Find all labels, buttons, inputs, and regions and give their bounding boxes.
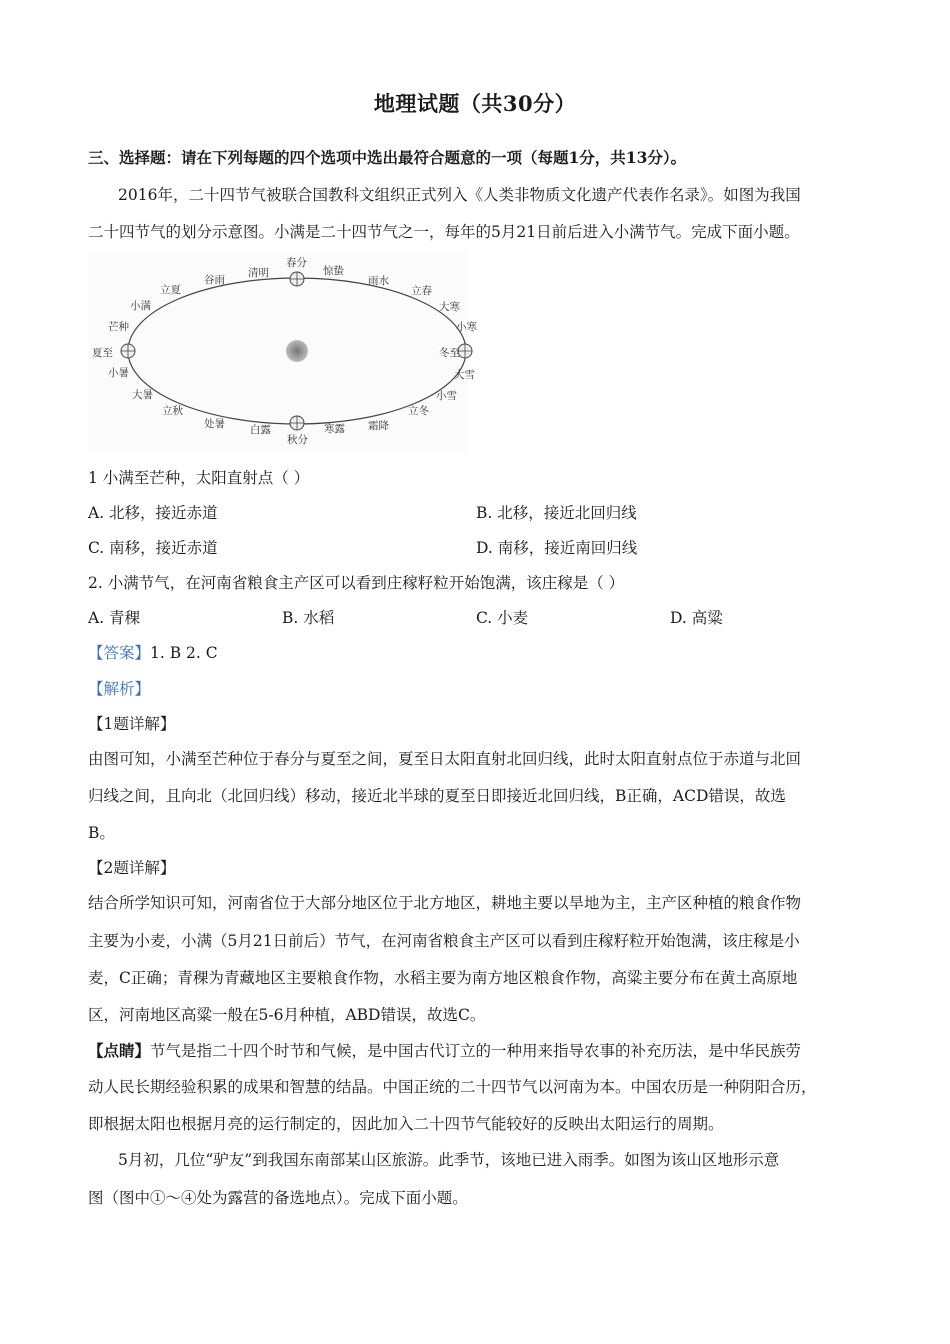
sun-icon [286,340,308,362]
term-label-guyu: 谷雨 [204,274,225,286]
term-label-dahan: 大寒 [439,301,460,313]
comment-line-2: 动人民长期经验积累的成果和智慧的结晶。中国正统的二十四节气以河南为本。中国农历是一种阴阳合历， [88,1078,817,1096]
question-2-stem: 2. 小满节气，在河南省粮食主产区可以看到庄稼籽粒开始饱满，该庄稼是（ ） [88,574,625,592]
diagram-background [88,252,468,452]
question-2-option-d[interactable]: D. 高粱 [670,609,723,627]
earth-icon [121,344,135,358]
term-label-chushu: 处暑 [204,418,225,430]
detail-2-line-1: 结合所学知识可知，河南省位于大部分地区位于北方地区，耕地主要以旱地为主，主产区种植的粮食作物 [88,894,802,912]
intro2-line-1: 5月初，几位“驴友”到我国东南部某山区旅游。此季节，该地已进入雨季。如图为该山区地形示意 [118,1151,780,1169]
term-label-lidong: 立冬 [408,405,429,417]
question-1-option-d[interactable]: D. 南移，接近南回归线 [476,539,638,557]
section-heading: 三、选择题：请在下列每题的四个选项中选出最符合题意的一项（每题1分，共13分）。 [88,148,687,167]
detail-2-line-2: 主要为小麦，小满（5月21日前后）节气，在河南省粮食主产区可以看到庄稼籽粒开始饱满，该庄稼是小 [88,932,800,950]
question-1-stem: 1 小满至芒种，太阳直射点（ ） [88,469,310,487]
term-label-xiaoshu: 小暑 [108,367,129,379]
comment-line-3: 即根据太阳也根据月亮的运行制定的，因此加入二十四节气能较好的反映出太阳运行的周期。 [88,1115,724,1133]
answer-tag: 【答案】 [88,644,151,662]
term-label-xiaoman: 小满 [130,300,151,312]
page-title: 地理试题（共30分） [373,91,577,116]
earth-icon [458,344,472,358]
term-label-lichun: 立春 [411,285,432,297]
answer-line [88,641,868,663]
detail-2-line-3: 麦，C正确；青稞为青藏地区主要粮食作物，水稻主要为南方地区粮食作物，高粱主要分布在黄土高原地 [88,969,798,987]
term-label-qiufen: 秋分 [287,434,308,446]
term-label-xiaoxue: 小雪 [436,390,457,402]
term-label-dongzhi: 冬至 [439,347,460,359]
term-label-yushui: 雨水 [368,275,389,287]
detail-1-line-2: 归线之间，且向北（北回归线）移动，接近北半球的夏至日即接近北回归线，B正确，ACD错误，故选 [88,787,786,805]
term-label-lixia: 立夏 [160,284,181,296]
earth-icon [290,416,304,430]
term-label-dashu: 大暑 [132,389,153,401]
term-label-bailu: 白露 [250,424,271,436]
term-label-daxue: 大雪 [454,369,475,381]
term-label-mangzhong: 芒种 [108,321,129,333]
term-label-xiaohan: 小寒 [456,321,477,333]
term-label-hanlu: 寒露 [324,423,345,435]
detail-1-tag: 【1题详解】 [88,715,176,733]
question-1-option-b[interactable]: B. 北移，接近北回归线 [476,504,637,522]
question-1-option-a[interactable]: A. 北移，接近赤道 [88,504,218,522]
question-1-option-c[interactable]: C. 南移，接近赤道 [88,539,218,557]
comment-tag: 【点睛】 [88,1041,151,1060]
term-label-shuangjiang: 霜降 [368,420,389,432]
term-label-jingzhe: 惊蛰 [323,265,344,277]
analysis-tag: 【解析】 [88,680,151,698]
detail-1-line-3: B。 [88,824,115,842]
detail-2-tag: 【2题详解】 [88,859,176,877]
detail-1-line-1: 由图可知，小满至芒种位于春分与夏至之间，夏至日太阳直射北回归线，此时太阳直射点位于赤道与北回 [88,750,802,768]
earth-icon [290,272,304,286]
term-label-qingming: 清明 [248,267,269,279]
intro-line-1: 2016年，二十四节气被联合国教科文组织正式列入《人类非物质文化遗产代表作名录》。如图为我国 [118,186,801,204]
term-label-xiazhi: 夏至 [92,347,113,359]
term-label-chunfen: 春分 [286,257,307,269]
intro2-line-2: 图（图中①～④处为露营的备选地点）。完成下面小题。 [88,1189,468,1207]
answer-text: 1. B 2. C [150,644,218,662]
solar-terms-diagram [88,252,477,452]
question-2-option-c[interactable]: C. 小麦 [476,609,529,627]
question-2-option-b[interactable]: B. 水稻 [282,609,335,627]
comment-text-1: 节气是指二十四个时节和气候，是中国古代订立的一种用来指导农事的补充历法，是中华民族劳 [150,1042,802,1060]
comment-line-1 [88,1039,868,1061]
detail-2-line-4: 区，河南地区高粱一般在5-6月种植，ABD错误，故选C。 [88,1006,486,1024]
term-label-liqiu: 立秋 [162,405,183,417]
question-2-option-a[interactable]: A. 青稞 [88,609,141,627]
intro-line-2: 二十四节气的划分示意图。小满是二十四节气之一，每年的5月21日前后进入小满节气。完成下面小题。 [88,223,800,241]
